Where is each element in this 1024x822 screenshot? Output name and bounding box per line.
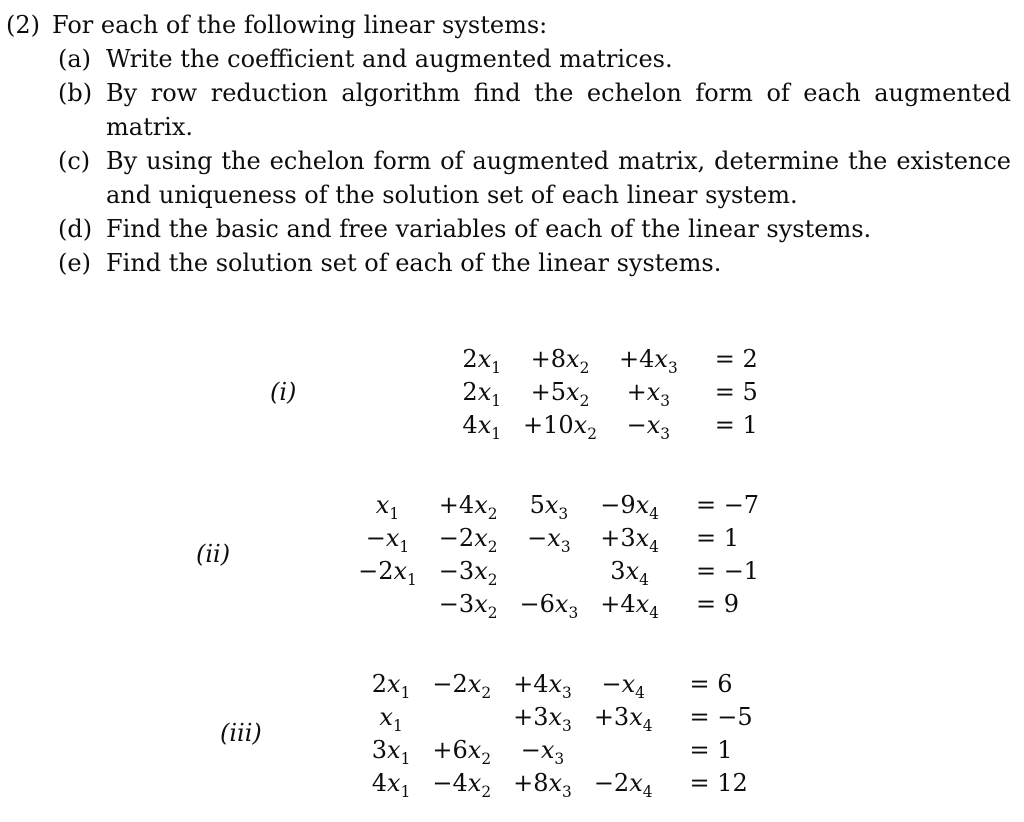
equation-row <box>361 733 764 766</box>
systems <box>6 342 1014 799</box>
equation-term: $+3x_4$ <box>593 702 653 735</box>
equation-term: $+4x_2$ <box>438 490 498 523</box>
part-label: (b) <box>58 79 93 107</box>
equation-table <box>347 488 770 620</box>
linear-system <box>6 667 1014 799</box>
system-label: (ii) <box>196 540 231 568</box>
equation-term: $-6x_3$ <box>519 589 579 622</box>
equation-row <box>347 554 770 587</box>
part-text: Find the basic and free variables of each of the linear systems. <box>106 215 872 243</box>
equation-rhs: = 1 <box>695 523 739 552</box>
equation-term: $+4x_3$ <box>619 344 678 377</box>
equation-term: $-3x_2$ <box>438 556 498 589</box>
equation-term: $5x_3$ <box>529 490 569 523</box>
problem-statement <box>6 8 1014 42</box>
equation-term: $2x_1$ <box>371 669 411 702</box>
equation-term: $3x_4$ <box>610 556 649 589</box>
equation-term <box>347 587 428 620</box>
equation-rhs: = −7 <box>695 490 760 519</box>
part-label: (c) <box>58 147 91 175</box>
equation-term: $3x_1$ <box>371 735 411 768</box>
equation-term: $2x_1$ <box>462 344 502 377</box>
problem-part <box>6 144 1011 212</box>
system-label: (i) <box>270 377 297 406</box>
equation-rhs: = 6 <box>689 669 733 698</box>
equation-rhs: = 2 <box>714 344 758 373</box>
equation-term <box>421 700 502 733</box>
equation-term <box>583 733 664 766</box>
equation-row <box>361 667 764 700</box>
equation-rhs: = 12 <box>689 768 748 797</box>
equation-row <box>451 408 768 441</box>
equation-rhs: = −1 <box>695 556 760 585</box>
equation-term: $-4x_2$ <box>432 768 492 801</box>
equation-term: $-2x_4$ <box>593 768 653 801</box>
equation-rhs: = −5 <box>689 702 753 731</box>
equation-term: $-2x_1$ <box>358 556 417 589</box>
equation-term: $+5x_2$ <box>530 377 590 410</box>
equation-term: $-3x_2$ <box>438 589 498 622</box>
equation-table <box>361 667 764 799</box>
system-label: (iii) <box>220 719 262 747</box>
equation-row <box>451 375 768 408</box>
equation-term: $+3x_4$ <box>600 523 659 556</box>
equation-term: $-x_4$ <box>601 669 645 702</box>
equation-term: $+10x_2$ <box>523 410 597 443</box>
equation-table <box>451 342 768 441</box>
part-label: (d) <box>58 215 93 243</box>
linear-system <box>6 488 1014 620</box>
equation-term: $4x_1$ <box>462 410 502 443</box>
equation-term: $+x_3$ <box>626 377 671 410</box>
equation-term: $x_1$ <box>375 490 400 523</box>
equation-row <box>347 587 770 620</box>
equation-term: $2x_1$ <box>462 377 502 410</box>
part-label: (e) <box>58 249 91 277</box>
part-text: By row reduction algorithm find the echelon form of each augmented matrix. <box>106 79 1011 141</box>
equation-rhs: = 5 <box>714 377 758 406</box>
equation-term: $-2x_2$ <box>438 523 498 556</box>
equation-term: $+4x_4$ <box>600 589 659 622</box>
equation-term: $+8x_2$ <box>530 344 590 377</box>
equation-term: $+6x_2$ <box>432 735 492 768</box>
problem-part <box>6 42 1011 76</box>
equation-term: $-x_3$ <box>520 735 565 768</box>
part-text: By using the echelon form of augmented matrix, determine the existence and uniqueness of the solution set of each linear system. <box>106 147 1011 209</box>
equation-row <box>361 766 764 799</box>
equation-term <box>509 554 590 587</box>
equation-term: $x_1$ <box>379 702 403 735</box>
equation-term: $+8x_3$ <box>513 768 572 801</box>
equation-term: $-x_3$ <box>527 523 571 556</box>
equation-rhs: = 9 <box>695 589 739 618</box>
parts-list <box>6 42 1014 280</box>
equation-row <box>347 488 770 521</box>
linear-system <box>6 342 1014 441</box>
part-text: Find the solution set of each of the linear systems. <box>106 249 722 277</box>
equation-term: $-x_3$ <box>626 410 671 443</box>
part-label: (a) <box>58 45 92 73</box>
problem-number: (2) <box>6 11 40 39</box>
equation-rhs: = 1 <box>714 410 758 439</box>
part-text: Write the coefficient and augmented matrices. <box>106 45 673 73</box>
equation-row <box>451 342 768 375</box>
equation-term: $+3x_3$ <box>513 702 572 735</box>
equation-row <box>361 700 764 733</box>
problem-part <box>6 76 1011 144</box>
equation-rhs: = 1 <box>689 735 733 764</box>
equation-term: $-x_1$ <box>365 523 410 556</box>
equation-term: $-2x_2$ <box>432 669 492 702</box>
equation-row <box>347 521 770 554</box>
problem-part <box>6 212 1011 246</box>
problem-intro: For each of the following linear systems: <box>52 11 548 39</box>
problem-part <box>6 246 1011 280</box>
equation-term: $4x_1$ <box>371 768 411 801</box>
equation-term: $-9x_4$ <box>600 490 659 523</box>
equation-term: $+4x_3$ <box>513 669 572 702</box>
